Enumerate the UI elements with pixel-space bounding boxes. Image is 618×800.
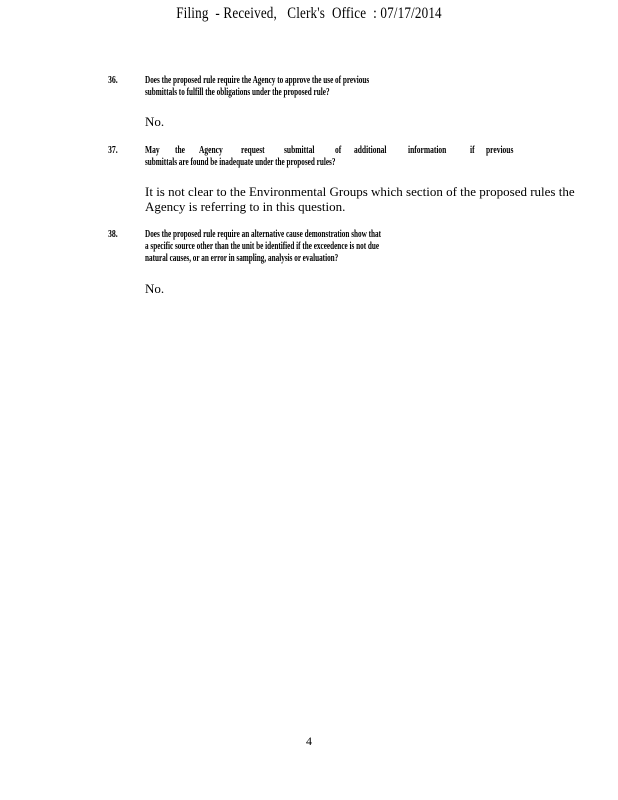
question-36-text <box>145 75 369 99</box>
question-38-line-1: Does the proposed rule require an alternative cause demonstration show that <box>145 229 382 240</box>
question-38-text <box>145 229 381 265</box>
q37-word: May <box>145 145 160 156</box>
question-37-line-2: submittals are found be inadequate under the proposed rules? <box>145 157 336 168</box>
question-37-text <box>145 145 523 169</box>
q37-word: request <box>241 145 266 156</box>
q37-word: Agency <box>199 145 223 156</box>
q37-word: submittal <box>283 145 315 156</box>
question-37-number: 37. <box>108 145 118 156</box>
question-36-line-2: submittals to fulfill the obligations under the proposed rule? <box>145 87 330 98</box>
question-37-answer: It is not clear to the Environmental Groups which section of the proposed rules the Agency is referring to in this question. <box>145 184 575 214</box>
q37-word: additional <box>353 145 387 156</box>
page-number: 4 <box>306 734 312 748</box>
question-38-line-3: natural causes, or an error in sampling, analysis or evaluation? <box>145 253 339 264</box>
q37-word: the <box>175 145 186 156</box>
question-36-answer: No. <box>145 114 165 129</box>
question-38-number: 38. <box>108 229 118 240</box>
filing-header: Filing - Received, Clerk's Office : 07/17/2014 <box>176 5 442 22</box>
q37-word: of <box>334 145 342 156</box>
question-38-answer: No. <box>145 281 165 296</box>
question-36-line-1: Does the proposed rule require the Agency to approve the use of previous <box>145 75 370 86</box>
q37-word: previous <box>486 145 514 156</box>
q37-word: if <box>469 145 475 156</box>
question-36-number: 36. <box>108 75 118 86</box>
q37-word: information <box>407 145 447 156</box>
question-38-line-2: a specific source other than the unit be identified if the exceedence is not due <box>145 241 380 252</box>
question-37-line-1 <box>145 145 523 157</box>
